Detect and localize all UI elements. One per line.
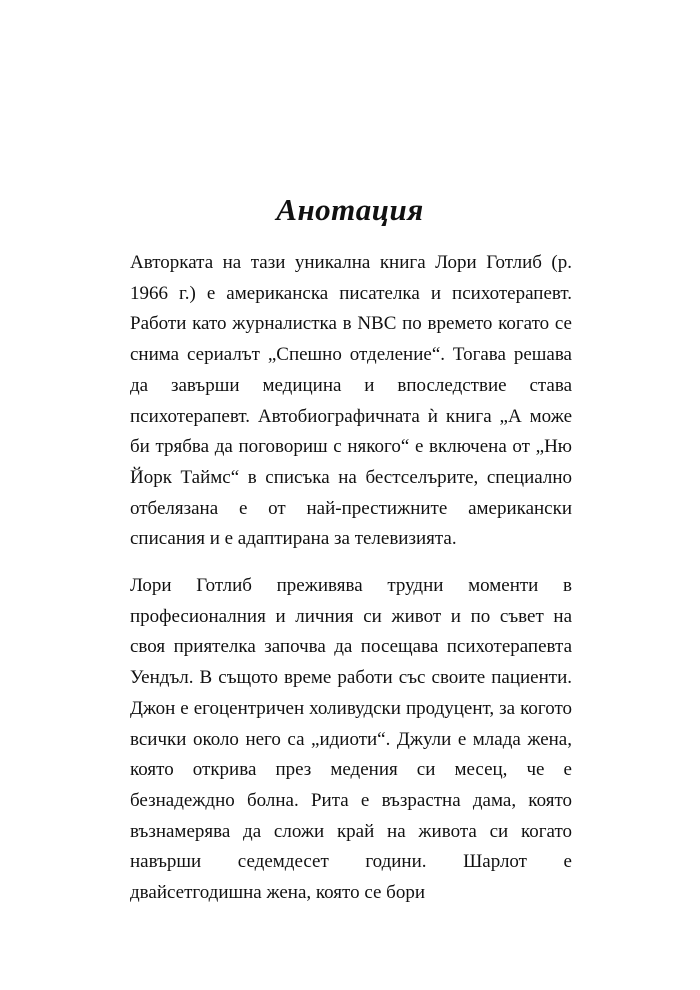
annotation-body (130, 248, 572, 909)
paragraph-author-bio: Авторката на тази уникална книга Лори Готлиб (р. 1966 г.) е американска писателка и психотерапевт. Работи като журналистка в NBC по времето когато се снима сериалът „Спешно отделение“. Тогава решава да завърши медицина и впоследствие става психотерапевт. Автобиографичната ѝ книга „А може би трябва да поговориш с някого“ е включена от „Ню Йорк Таймс“ в списъка на бестселърите, специално отбелязана е от най-престижните американски списания и е адаптирана за телевизията. (130, 252, 572, 550)
page-title: Анотация (276, 192, 424, 227)
paragraph-book-summary: Лори Готлиб преживява трудни моменти в професионалния и личния си живот и по съвет на своя приятелка започва да посещава психотерапевта Уендъл. В същото време работи със своите пациенти. Джон е егоцентричен холивудски продуцент, за когото всички около него са „идиоти“. Джули е млада жена, която открива през медения си месец, че е безнадеждно болна. Рита е възрастна дама, която възнамерява да сложи край на живота си когато навърши седемдесет години. Шарлот е двайсетгодишна жена, която се бори (130, 575, 572, 904)
